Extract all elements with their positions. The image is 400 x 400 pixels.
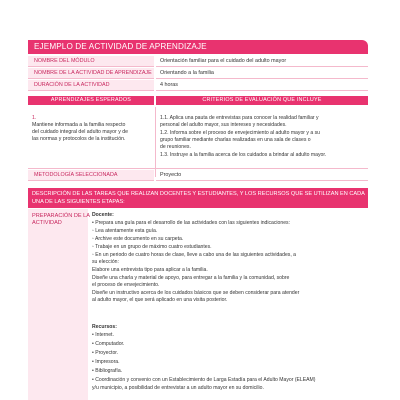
criterio-line: de reuniones. — [160, 144, 191, 150]
recurso-item: y/u municipio, a posibilidad de entrevistar a un adulto mayor en su domicilio. — [92, 385, 264, 391]
docente-line: Elabore una entrevista tipo para aplicar a la familia. — [92, 267, 208, 273]
duration-value: 4 horas — [160, 82, 178, 88]
recurso-item: • Computador. — [92, 341, 125, 347]
header-criterios: CRITERIOS DE EVALUACIÓN QUE INCLUYE — [156, 96, 368, 105]
etapa-label: PREPARACIÓN DE LA — [32, 213, 91, 219]
docente-line: ◦ Lea atentamente esta guía. — [92, 228, 158, 234]
docente-line: ◦ Trabaje en un grupo de máximo cuatro estudiantes. — [92, 244, 212, 250]
docente-line: al adulto mayor, el que será aplicado en una visita posterior. — [92, 297, 228, 303]
docente-line: el proceso de envejecimiento. — [92, 282, 160, 288]
metodologia-label: METODOLOGÍA SELECCIONADA — [34, 172, 118, 178]
module-value: Orientación familiar para el cuidado del adulto mayor — [160, 58, 287, 64]
docente-line: ◦ Archive este documento en su carpeta. — [92, 236, 184, 242]
recurso-item: • Coordinación y convenio con un Establecimiento de Larga Estadía para el Adulto Mayor (ELEAM) — [92, 377, 316, 383]
info-row-duration — [28, 80, 368, 91]
docente-label: Docente: — [92, 212, 114, 218]
etapa-label: ACTIVIDAD — [32, 220, 62, 226]
etapa-preparacion — [28, 209, 91, 400]
recurso-item: • Bibliografía. — [92, 368, 123, 374]
descripcion-header — [28, 188, 368, 208]
header-aprendizajes: APRENDIZAJES ESPERADOS — [28, 96, 154, 105]
docente-line: ◦ En un periodo de cuatro horas de clase, lleve a cabo una de las siguientes actividades, a — [92, 252, 296, 258]
descripcion-line: UNA DE LAS SIGUIENTES ETAPAS: — [32, 199, 125, 205]
recurso-item: • Internet. — [92, 332, 114, 338]
aprendizaje-line: las normas y protocolos de la institución. — [32, 136, 126, 142]
banner-title: EJEMPLO DE ACTIVIDAD DE APRENDIZAJE — [34, 42, 207, 51]
metodologia-value: Proyecto — [160, 172, 182, 178]
docente-line: Diseñe un instructivo acerca de los cuidados básicos que se deben considerar para atender — [92, 290, 300, 296]
duration-label: DURACIÓN DE LA ACTIVIDAD — [34, 82, 110, 88]
aprendizaje-line: del cuidado integral del adulto mayor y de — [32, 129, 129, 135]
criterio-line: grupo familiar mediante charlas realizadas en una sala de clases o — [160, 137, 311, 143]
recursos-label: Recursos: — [92, 324, 117, 330]
activity-label: NOMBRE DE LA ACTIVIDAD DE APRENDIZAJE — [34, 70, 152, 76]
docente-line: Diseñe una charla y material de apoyo, para entregar a la familia y la comunidad, sobre — [92, 275, 290, 281]
descripcion-line: DESCRIPCIÓN DE LAS TAREAS QUE REALIZAN DOCENTES Y ESTUDIANTES, Y LOS RECURSOS QUE SE UTILIZAN EN CADA — [32, 191, 365, 197]
activity-banner — [28, 40, 368, 54]
aprendizaje-number: 1. — [32, 115, 37, 121]
activity-value: Orientando a la familia — [160, 70, 214, 76]
aprendizaje-line: Mantiene informada a la familia respecto — [32, 122, 126, 128]
column-divider — [155, 107, 156, 177]
info-row-metodologia — [28, 170, 368, 181]
criterio-line: 1.1. Aplica una pauta de entrevistas para conocer la realidad familiar y — [160, 115, 319, 121]
aprendizaje-cell — [28, 107, 150, 177]
recurso-item: • Impresora. — [92, 359, 120, 365]
criterio-line: 1.2. Informa sobre el proceso de envejecimiento al adulto mayor y a su — [160, 130, 320, 136]
row-divider — [28, 168, 368, 169]
docente-line: • Prepara una guía para el desarrollo de las actividades con las siguientes indicaciones: — [92, 220, 291, 226]
info-row-activity — [28, 68, 368, 79]
info-row-module — [28, 56, 368, 67]
criterio-line: 1.3. Instruye a la familia acerca de los cuidados a brindar al adulto mayor. — [160, 152, 327, 158]
recurso-item: • Proyector. — [92, 350, 119, 356]
docente-line: su elección: — [92, 259, 119, 265]
module-label: NOMBRE DEL MÓDULO — [34, 58, 95, 64]
criterio-line: personal del adulto mayor, sus intereses y necesidades. — [160, 122, 287, 128]
